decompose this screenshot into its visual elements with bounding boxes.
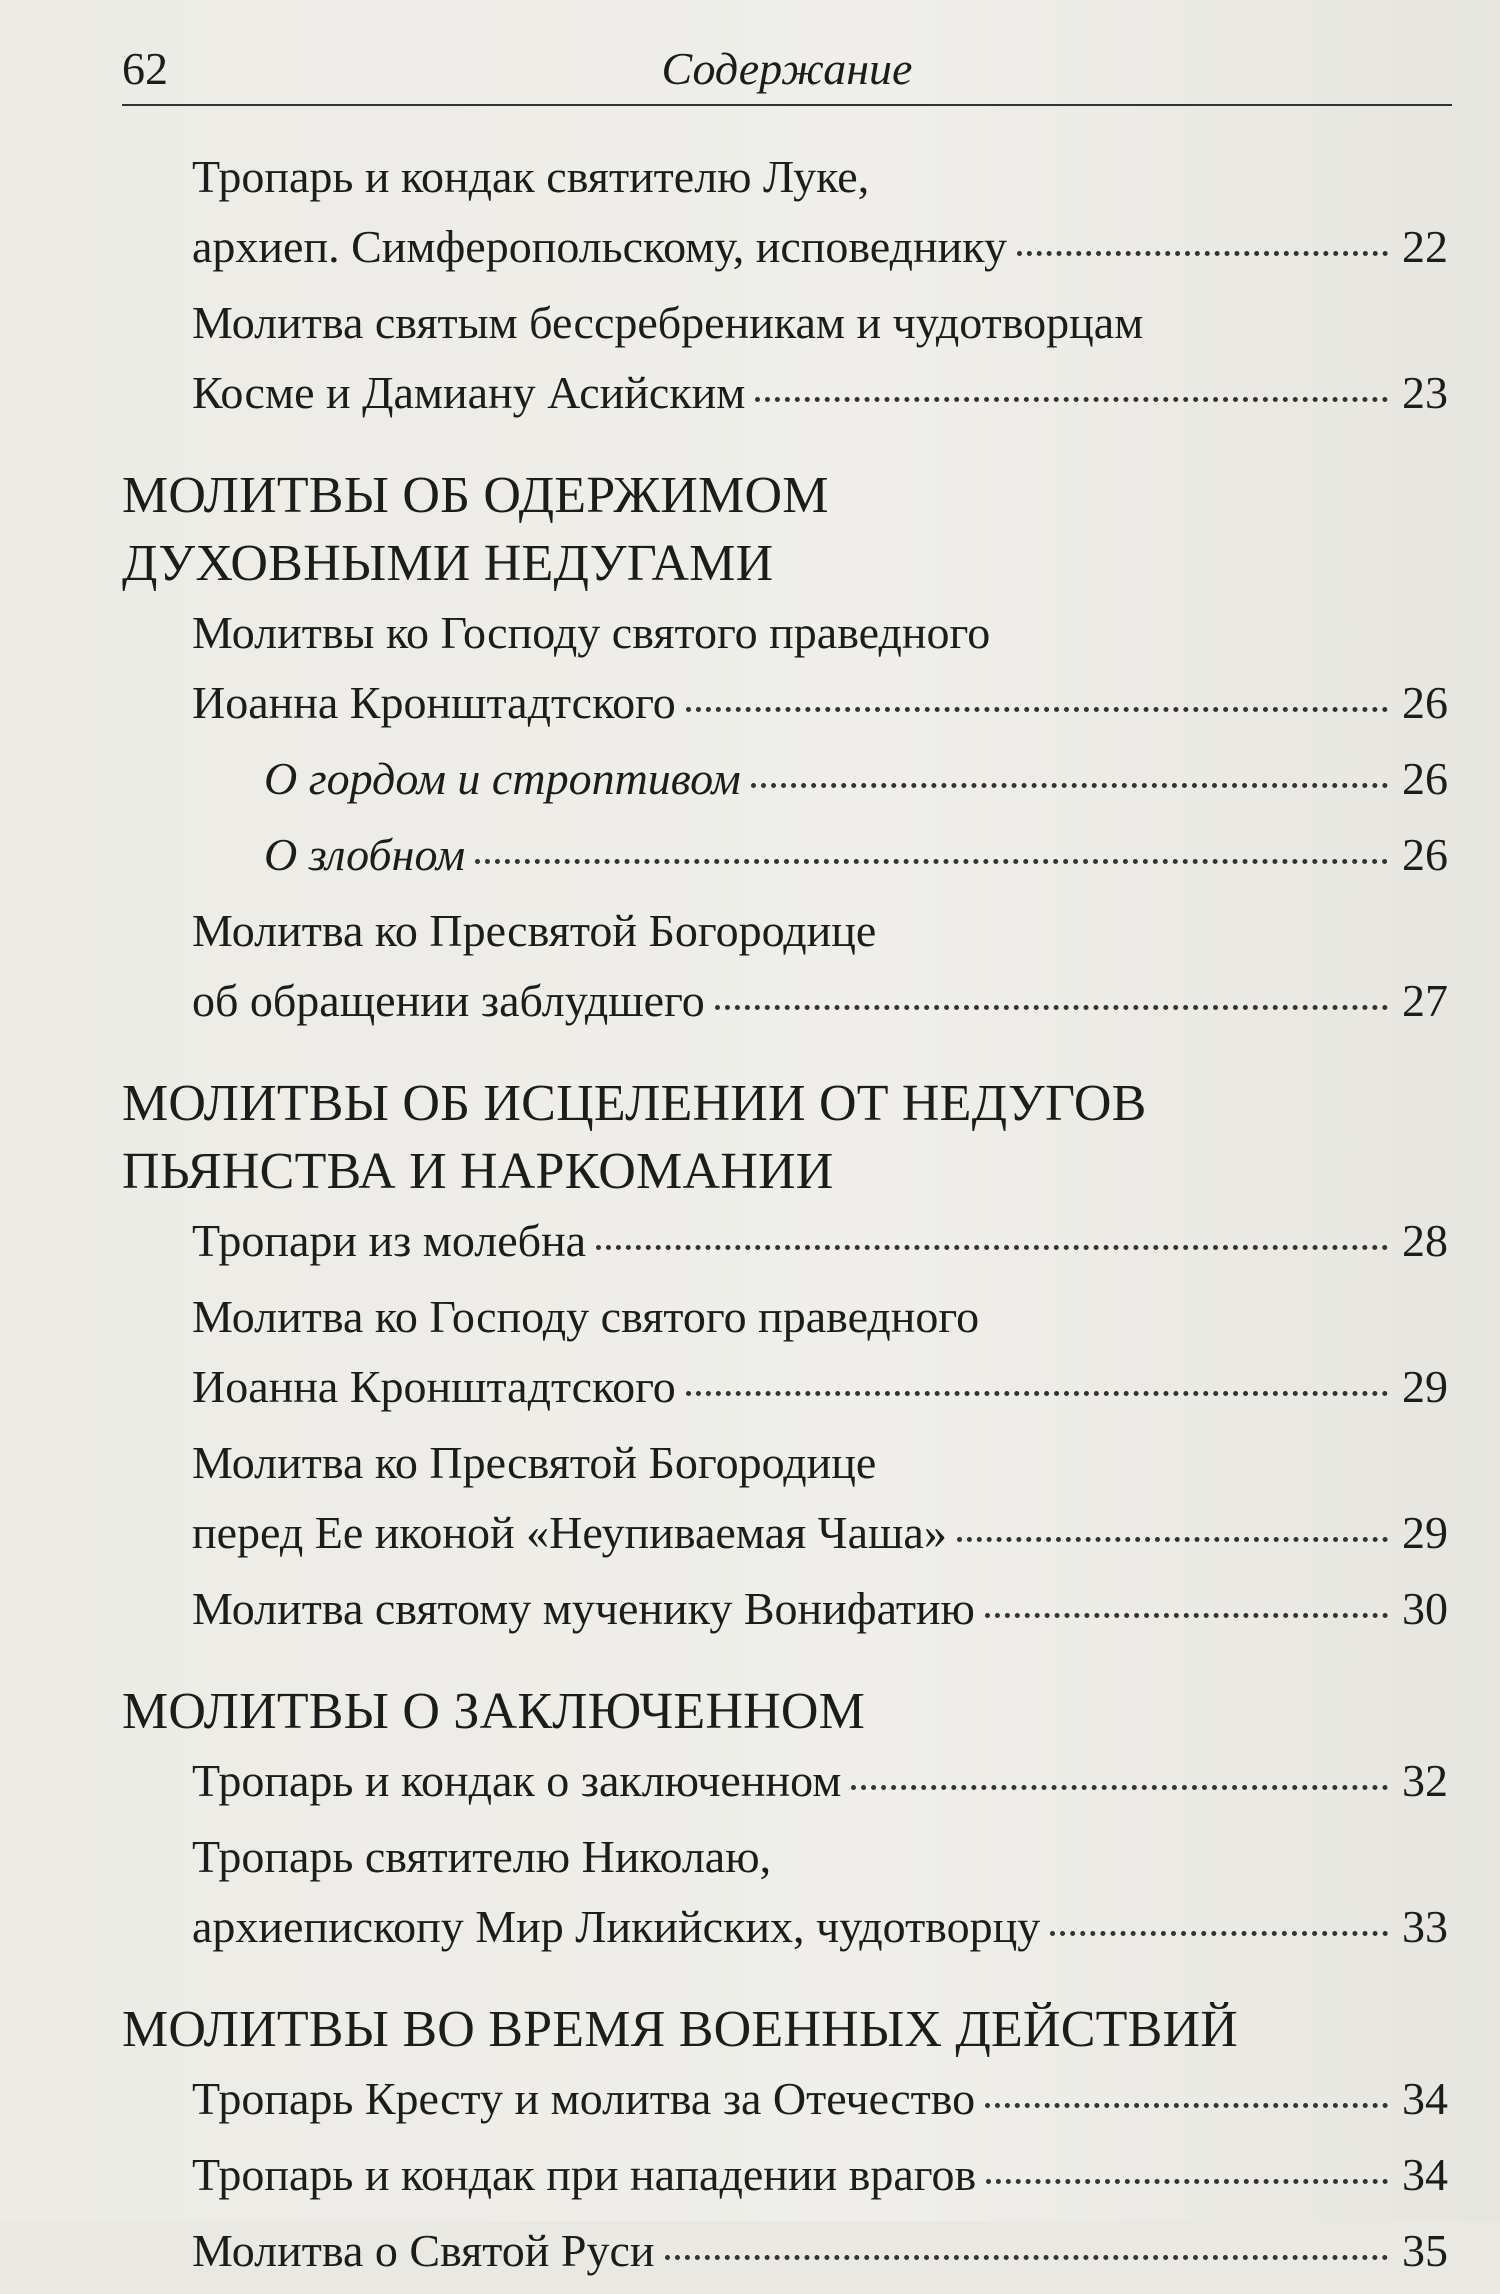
entry-page-number: 27 — [1402, 975, 1448, 1026]
entry-page-number: 29 — [1402, 1361, 1448, 1412]
toc-entry — [192, 1754, 1448, 1824]
entry-page-number: 26 — [1402, 829, 1448, 880]
entry-title-line: Тропарь Кресту и молитва за Отечество — [192, 2073, 976, 2124]
entry-page-number: 35 — [1402, 2225, 1448, 2276]
dot-leader — [686, 707, 1388, 712]
running-title: Содержание — [661, 43, 913, 94]
section-heading — [122, 462, 1462, 598]
dot-leader — [686, 1391, 1388, 1396]
dot-leader — [1017, 251, 1388, 256]
entry-title-line: Молитва ко Господу святого праведного — [192, 1291, 980, 1342]
dot-leader — [986, 2179, 1388, 2184]
toc-entry — [192, 2148, 1448, 2218]
entry-page-number: 34 — [1402, 2149, 1448, 2200]
dot-leader — [715, 1005, 1388, 1010]
entry-title-line: Молитвы ко Господу святого праведного — [192, 607, 991, 658]
toc-entry — [192, 1214, 1448, 1284]
dot-leader — [596, 1245, 1388, 1250]
entry-title-line: Косме и Дамиану Асийским — [192, 367, 746, 418]
entry-title-line: Молитва святому мученику Вонифатию — [192, 1583, 975, 1634]
toc-entry — [192, 2072, 1448, 2142]
entry-page-number: 33 — [1402, 1901, 1448, 1952]
entry-title-line: Молитва святым бессребреникам и чудотворцам — [192, 297, 1144, 348]
section-heading — [122, 1996, 1462, 2064]
section-heading-line: МОЛИТВЫ ОБ ИСЦЕЛЕНИИ ОТ НЕДУГОВ — [122, 1075, 1147, 1132]
toc-entry — [192, 1582, 1448, 1652]
toc-entry — [192, 296, 1448, 436]
dot-leader — [751, 783, 1388, 788]
entry-title-line: Тропари из молебна — [192, 1215, 587, 1266]
entry-page-number: 22 — [1402, 221, 1448, 272]
section-heading-line: ПЬЯНСТВА И НАРКОМАНИИ — [122, 1143, 834, 1200]
entry-title-line: Тропарь и кондак о заключенном — [192, 1755, 842, 1806]
toc-entry — [192, 1436, 1448, 1576]
dot-leader — [755, 397, 1388, 402]
entry-title-line: Иоанна Кронштадтского — [192, 1361, 676, 1412]
section-heading-line: МОЛИТВЫ О ЗАКЛЮЧЕННОМ — [122, 1683, 866, 1740]
entry-title-line: Молитва о Святой Руси — [192, 2225, 655, 2276]
toc-entry — [192, 2224, 1448, 2294]
toc-entry — [192, 150, 1448, 290]
entry-page-number: 28 — [1402, 1215, 1448, 1266]
dot-leader — [985, 1613, 1388, 1618]
page-header — [122, 40, 1452, 106]
entry-title-line: Тропарь и кондак при нападении врагов — [192, 2149, 977, 2200]
dot-leader — [1050, 1931, 1388, 1936]
section-heading — [122, 1678, 1462, 1746]
toc-subentry — [264, 828, 1448, 898]
section-heading-line: МОЛИТВЫ ОБ ОДЕРЖИМОМ — [122, 467, 829, 524]
toc-entry — [192, 606, 1448, 746]
entry-page-number: 32 — [1402, 1755, 1448, 1806]
section-heading — [122, 1070, 1462, 1206]
toc-subentry — [264, 752, 1448, 822]
section-heading-line: МОЛИТВЫ ВО ВРЕМЯ ВОЕННЫХ ДЕЙСТВИЙ — [122, 2001, 1238, 2058]
entry-title-line: об обращении заблудшего — [192, 975, 705, 1026]
entry-page-number: 34 — [1402, 2073, 1448, 2124]
entry-page-number: 23 — [1402, 367, 1448, 418]
entry-title-line: архиепископу Мир Ликийских, чудотворцу — [192, 1901, 1041, 1952]
dot-leader — [985, 2103, 1388, 2108]
entry-title-line: перед Ее иконой «Неупиваемая Чаша» — [192, 1507, 947, 1558]
entry-title-line: О гордом и строптивом — [264, 753, 741, 804]
entry-page-number: 30 — [1402, 1583, 1448, 1634]
toc-entry — [192, 1290, 1448, 1430]
dot-leader — [957, 1537, 1388, 1542]
entry-page-number: 26 — [1402, 677, 1448, 728]
entry-page-number: 26 — [1402, 753, 1448, 804]
toc-entry — [192, 1830, 1448, 1970]
dot-leader — [665, 2255, 1388, 2260]
entry-title-line: Тропарь и кондак святителю Луке, — [192, 151, 870, 202]
dot-leader — [851, 1785, 1388, 1790]
entry-title-line: архиеп. Симферопольскому, исповеднику — [192, 221, 1007, 272]
toc-entry — [192, 904, 1448, 1044]
entry-page-number: 29 — [1402, 1507, 1448, 1558]
entry-title-line: Молитва ко Пресвятой Богородице — [192, 905, 877, 956]
section-heading-line: ДУХОВНЫМИ НЕДУГАМИ — [122, 535, 774, 592]
entry-title-line: Иоанна Кронштадтского — [192, 677, 676, 728]
entry-title-line: Тропарь святителю Николаю, — [192, 1831, 772, 1882]
entry-title-line: Молитва ко Пресвятой Богородице — [192, 1437, 877, 1488]
dot-leader — [475, 859, 1388, 864]
page-number: 62 — [122, 43, 168, 94]
entry-title-line: О злобном — [264, 829, 466, 880]
